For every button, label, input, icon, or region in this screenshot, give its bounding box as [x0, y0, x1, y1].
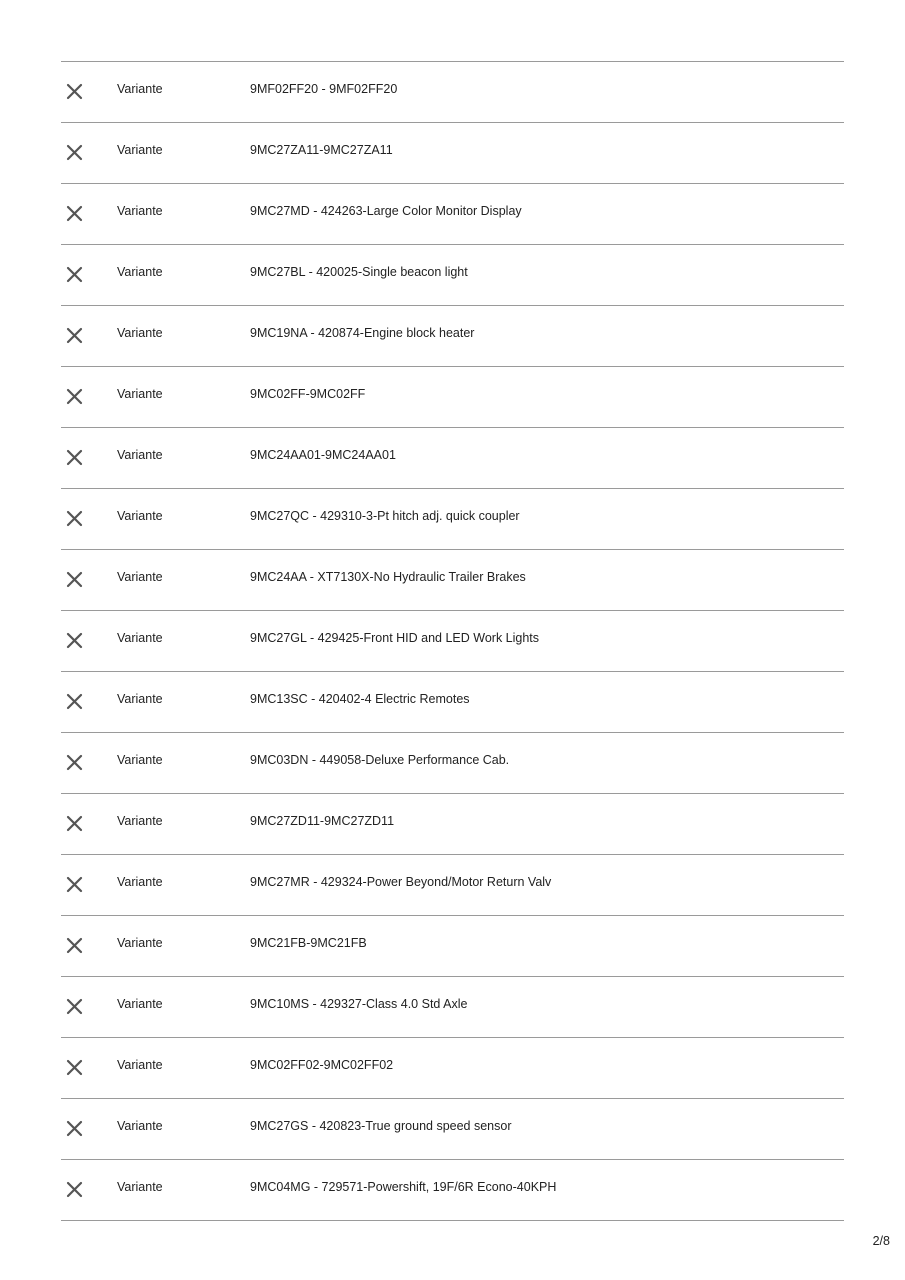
row-value: 9MC13SC - 420402-4 Electric Remotes [250, 692, 470, 706]
row-value: 9MC19NA - 420874-Engine block heater [250, 326, 475, 340]
row-label: Variante [117, 204, 163, 218]
row-value: 9MC27MR - 429324-Power Beyond/Motor Return Valv [250, 875, 552, 889]
row-label: Variante [117, 509, 163, 523]
close-x-icon [66, 266, 83, 283]
row-label: Variante [117, 814, 163, 828]
close-x-icon [66, 937, 83, 954]
table-row [61, 245, 844, 306]
close-x-icon [66, 388, 83, 405]
row-value: 9MC27GS - 420823-True ground speed sensor [250, 1119, 512, 1133]
table-row [61, 855, 844, 916]
table-row [61, 1160, 844, 1221]
table-row [61, 62, 844, 123]
row-label: Variante [117, 692, 163, 706]
close-x-icon [66, 693, 83, 710]
row-value: 9MC24AA01-9MC24AA01 [250, 448, 396, 462]
close-x-icon [66, 998, 83, 1015]
row-label: Variante [117, 1058, 163, 1072]
table-row [61, 306, 844, 367]
row-label: Variante [117, 875, 163, 889]
row-label: Variante [117, 936, 163, 950]
table-row [61, 184, 844, 245]
close-x-icon [66, 144, 83, 161]
close-x-icon [66, 876, 83, 893]
close-x-icon [66, 510, 83, 527]
close-x-icon [66, 1181, 83, 1198]
row-label: Variante [117, 570, 163, 584]
variant-table [61, 61, 844, 1221]
close-x-icon [66, 571, 83, 588]
close-x-icon [66, 327, 83, 344]
row-value: 9MC03DN - 449058-Deluxe Performance Cab. [250, 753, 510, 767]
table-row [61, 1099, 844, 1160]
table-row [61, 611, 844, 672]
row-value: 9MF02FF20 - 9MF02FF20 [250, 82, 398, 96]
table-row [61, 916, 844, 977]
close-x-icon [66, 449, 83, 466]
row-label: Variante [117, 631, 163, 645]
row-value: 9MC27MD - 424263-Large Color Monitor Display [250, 204, 522, 218]
table-row [61, 367, 844, 428]
close-x-icon [66, 1059, 83, 1076]
table-row [61, 794, 844, 855]
row-label: Variante [117, 143, 163, 157]
row-value: 9MC10MS - 429327-Class 4.0 Std Axle [250, 997, 468, 1011]
row-label: Variante [117, 326, 163, 340]
row-value: 9MC27ZA11-9MC27ZA11 [250, 143, 393, 157]
row-value: 9MC27ZD11-9MC27ZD11 [250, 814, 395, 828]
row-value: 9MC04MG - 729571-Powershift, 19F/6R Econo-40KPH [250, 1180, 557, 1194]
table-row [61, 977, 844, 1038]
row-value: 9MC27GL - 429425-Front HID and LED Work Lights [250, 631, 540, 645]
row-value: 9MC24AA - XT7130X-No Hydraulic Trailer Brakes [250, 570, 526, 584]
row-value: 9MC27BL - 420025-Single beacon light [250, 265, 468, 279]
row-value: 9MC02FF-9MC02FF [250, 387, 366, 401]
row-label: Variante [117, 1180, 163, 1194]
table-row [61, 1038, 844, 1099]
table-row [61, 733, 844, 794]
row-label: Variante [117, 753, 163, 767]
table-row [61, 428, 844, 489]
row-label: Variante [117, 82, 163, 96]
close-x-icon [66, 1120, 83, 1137]
table-row [61, 123, 844, 184]
close-x-icon [66, 83, 83, 100]
row-value: 9MC21FB-9MC21FB [250, 936, 367, 950]
table-row [61, 672, 844, 733]
row-label: Variante [117, 997, 163, 1011]
row-value: 9MC02FF02-9MC02FF02 [250, 1058, 394, 1072]
table-row [61, 550, 844, 611]
row-label: Variante [117, 265, 163, 279]
close-x-icon [66, 205, 83, 222]
row-value: 9MC27QC - 429310-3-Pt hitch adj. quick coupler [250, 509, 520, 523]
close-x-icon [66, 815, 83, 832]
close-x-icon [66, 754, 83, 771]
close-x-icon [66, 632, 83, 649]
page-number: 2/8 [872, 1234, 890, 1248]
table-row [61, 489, 844, 550]
row-label: Variante [117, 448, 163, 462]
row-label: Variante [117, 387, 163, 401]
row-label: Variante [117, 1119, 163, 1133]
